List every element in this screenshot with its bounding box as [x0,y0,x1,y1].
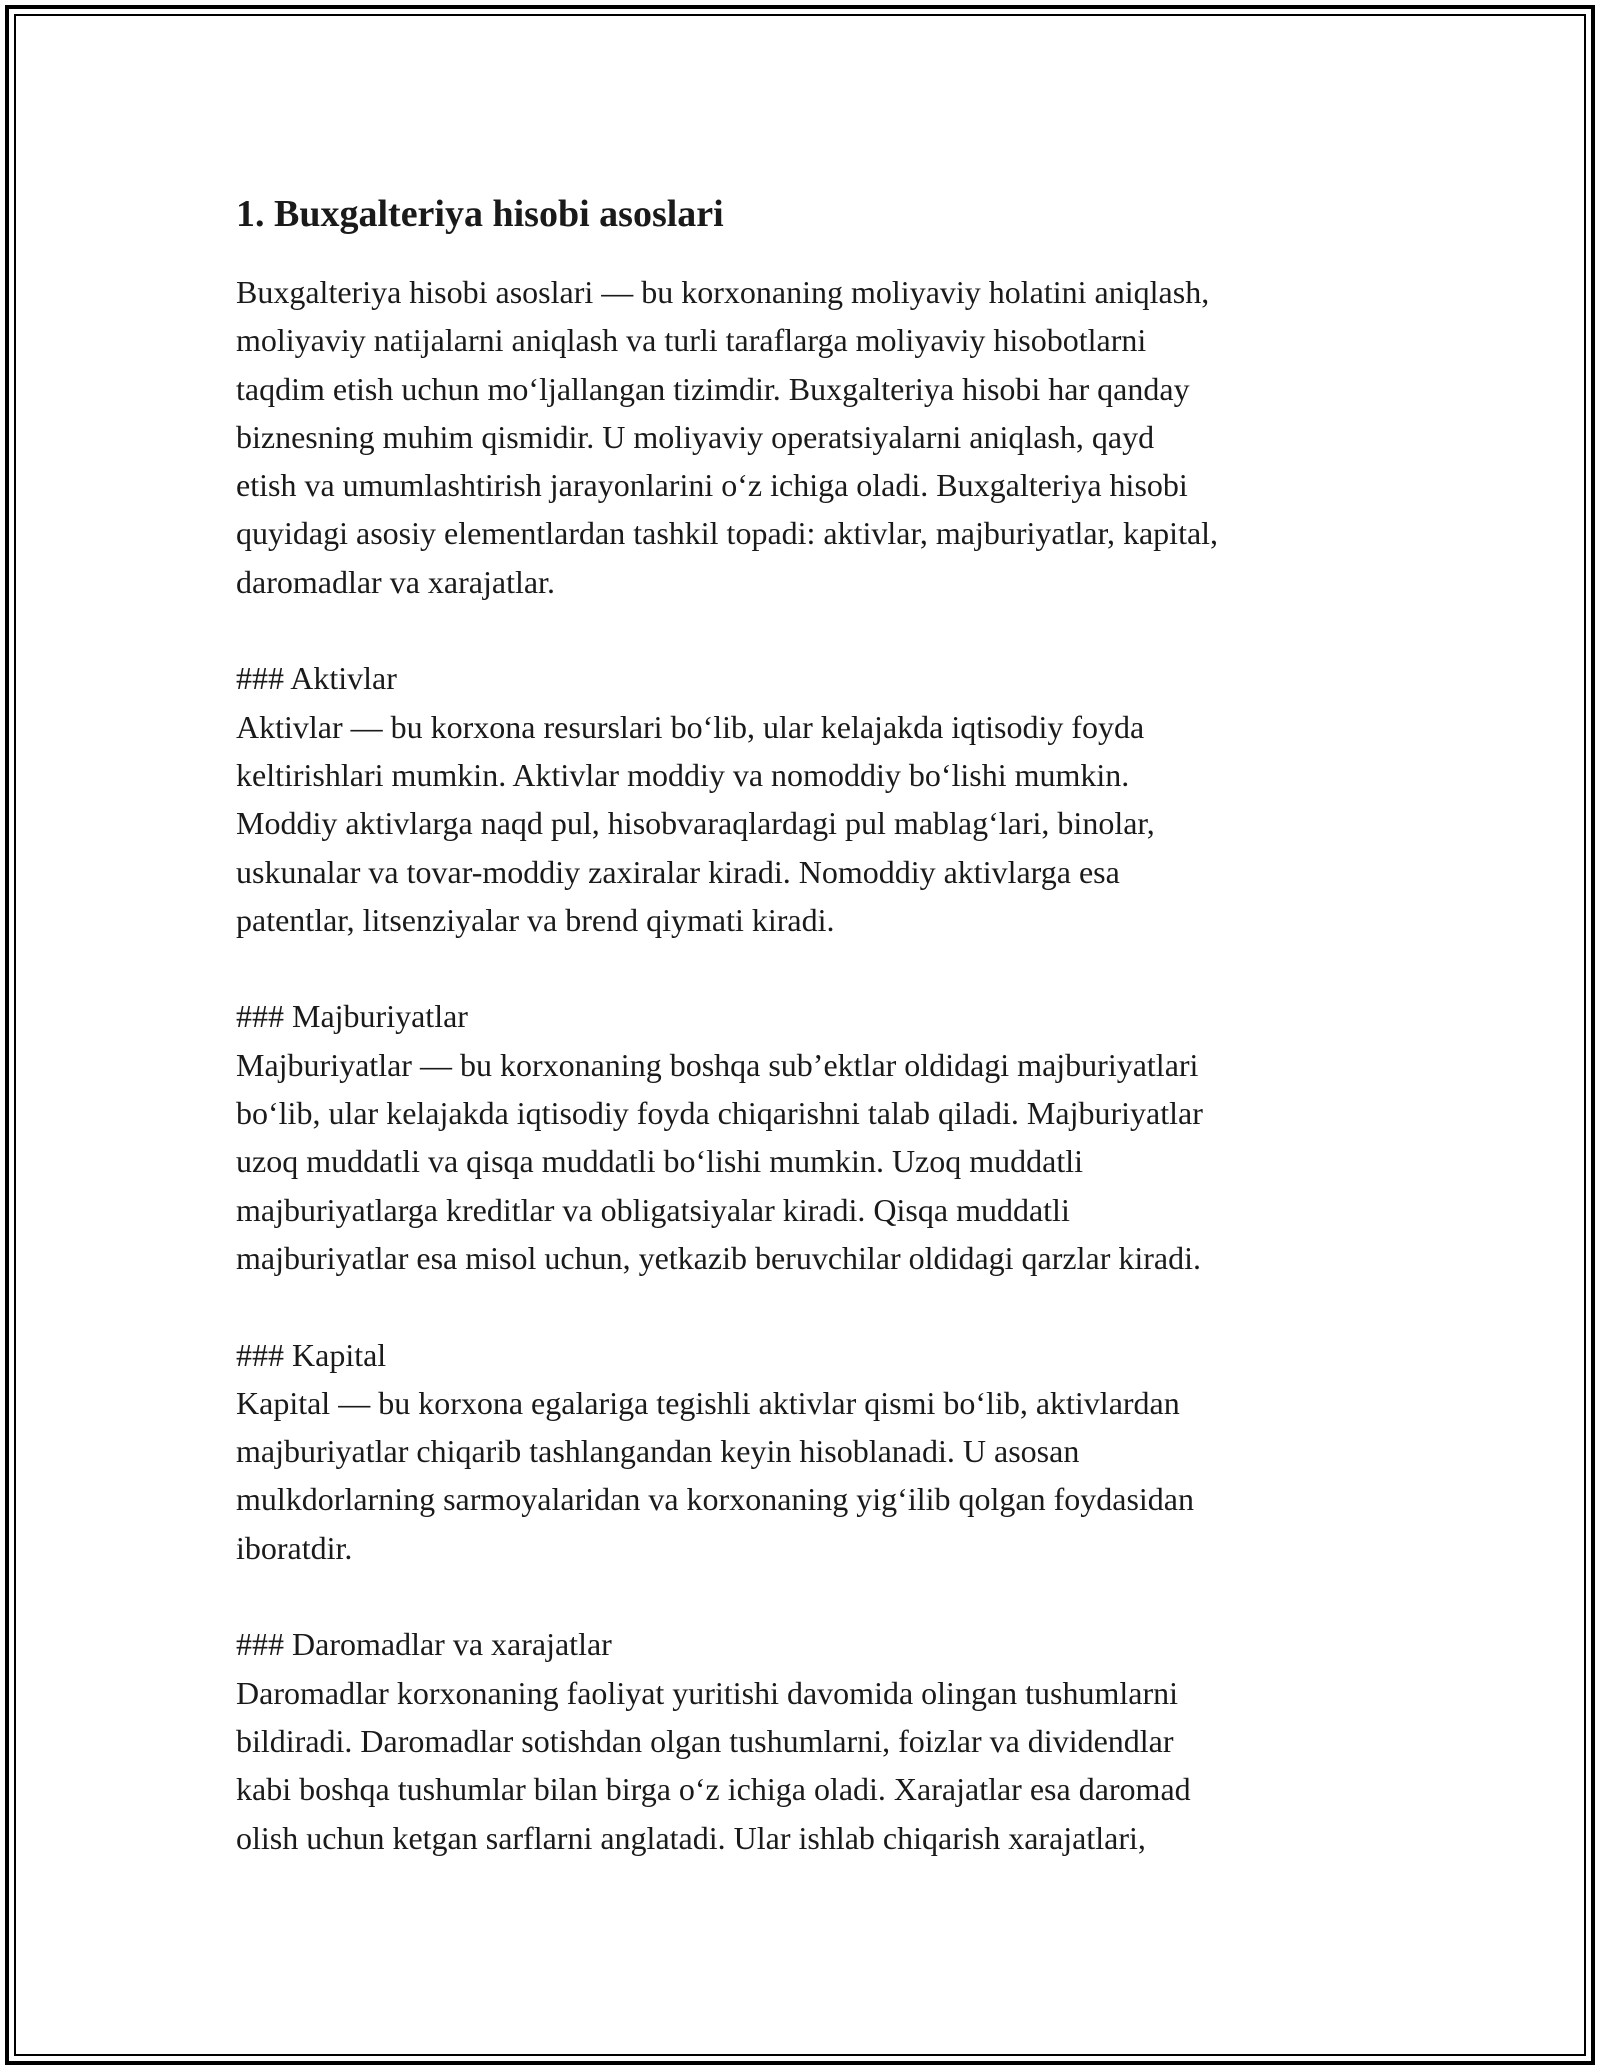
section-line: boʻlib, ular kelajakda iqtisodiy foyda chiqarishni talab qiladi. Majburiyatlar [236,1095,1203,1132]
intro-line: Buxgalteriya hisobi asoslari — bu korxonaning moliyaviy holatini aniqlash, [236,274,1210,310]
document-title: 1. Buxgalteriya hisobi asoslari [236,193,724,235]
section-line: mulkdorlarning sarmoyalaridan va korxonaning yigʻilib qolgan foydasidan [236,1481,1194,1518]
section-line: uskunalar va tovar-moddiy zaxiralar kiradi. Nomoddiy aktivlarga esa [236,853,1120,890]
intro-line: taqdim etish uchun moʻljallangan tizimdir. Buxgalteriya hisobi har qanday [236,370,1190,407]
section-line: iboratdir. [236,1529,353,1566]
section-line: uzoq muddatli va qisqa muddatli boʻlishi mumkin. Uzoq muddatli [236,1143,1084,1180]
section-heading: ### Aktivlar [236,660,397,697]
section-line: Daromadlar korxonaning faoliyat yuritishi davomida olingan tushumlarni [236,1674,1179,1711]
section-line: olish uchun ketgan sarflarni anglatadi. Ular ishlab chiqarish xarajatlari, [236,1819,1146,1856]
intro-line: biznesning muhim qismidir. U moliyaviy operatsiyalarni aniqlash, qayd [236,418,1155,455]
section-line: Kapital — bu korxona egalariga tegishli aktivlar qismi boʻlib, aktivlardan [236,1384,1180,1421]
section-heading: ### Daromadlar va xarajatlar [236,1626,612,1663]
section-paragraph [236,1041,1386,1282]
intro-paragraph [236,268,1386,606]
document-body [236,186,1386,1862]
section-line: majburiyatlar chiqarib tashlangandan keyin hisoblanadi. U asosan [236,1433,1080,1470]
section-line: kabi boshqa tushumlar bilan birga oʻz ichiga oladi. Xarajatlar esa daromad [236,1771,1191,1808]
section-line: patentlar, litsenziyalar va brend qiymati kiradi. [236,901,835,938]
section-aktivlar [236,654,1386,944]
section-line: bildiradi. Daromadlar sotishdan olgan tushumlarni, foizlar va dividendlar [236,1722,1174,1759]
section-line: keltirishlari mumkin. Aktivlar moddiy va nomoddiy boʻlishi mumkin. [236,756,1130,793]
intro-line: etish va umumlashtirish jarayonlarini oʻz ichiga oladi. Buxgalteriya hisobi [236,467,1188,504]
section-paragraph [236,703,1386,944]
section-majburiyatlar [236,992,1386,1282]
section-line: Majburiyatlar — bu korxonaning boshqa sub’ektlar oldidagi majburiyatlari [236,1046,1199,1083]
section-line: majburiyatlarga kreditlar va obligatsiyalar kiradi. Qisqa muddatli [236,1191,1070,1228]
section-heading: ### Kapital [236,1336,387,1373]
section-line: majburiyatlar esa misol uchun, yetkazib beruvchilar oldidagi qarzlar kiradi. [236,1239,1201,1276]
section-daromadlar-xarajatlar [236,1620,1386,1861]
section-line: Aktivlar — bu korxona resurslari boʻlib, ular kelajakda iqtisodiy foyda [236,708,1145,745]
section-heading: ### Majburiyatlar [236,998,468,1035]
intro-line: moliyaviy natijalarni aniqlash va turli taraflarga moliyaviy hisobotlarni [236,322,1147,359]
intro-line: quyidagi asosiy elementlardan tashkil topadi: aktivlar, majburiyatlar, kapital, [236,515,1219,552]
section-kapital [236,1331,1386,1572]
section-paragraph [236,1379,1386,1572]
section-paragraph [236,1669,1386,1862]
section-line: Moddiy aktivlarga naqd pul, hisobvaraqlardagi pul mablagʻlari, binolar, [236,805,1155,842]
intro-line: daromadlar va xarajatlar. [236,563,555,600]
